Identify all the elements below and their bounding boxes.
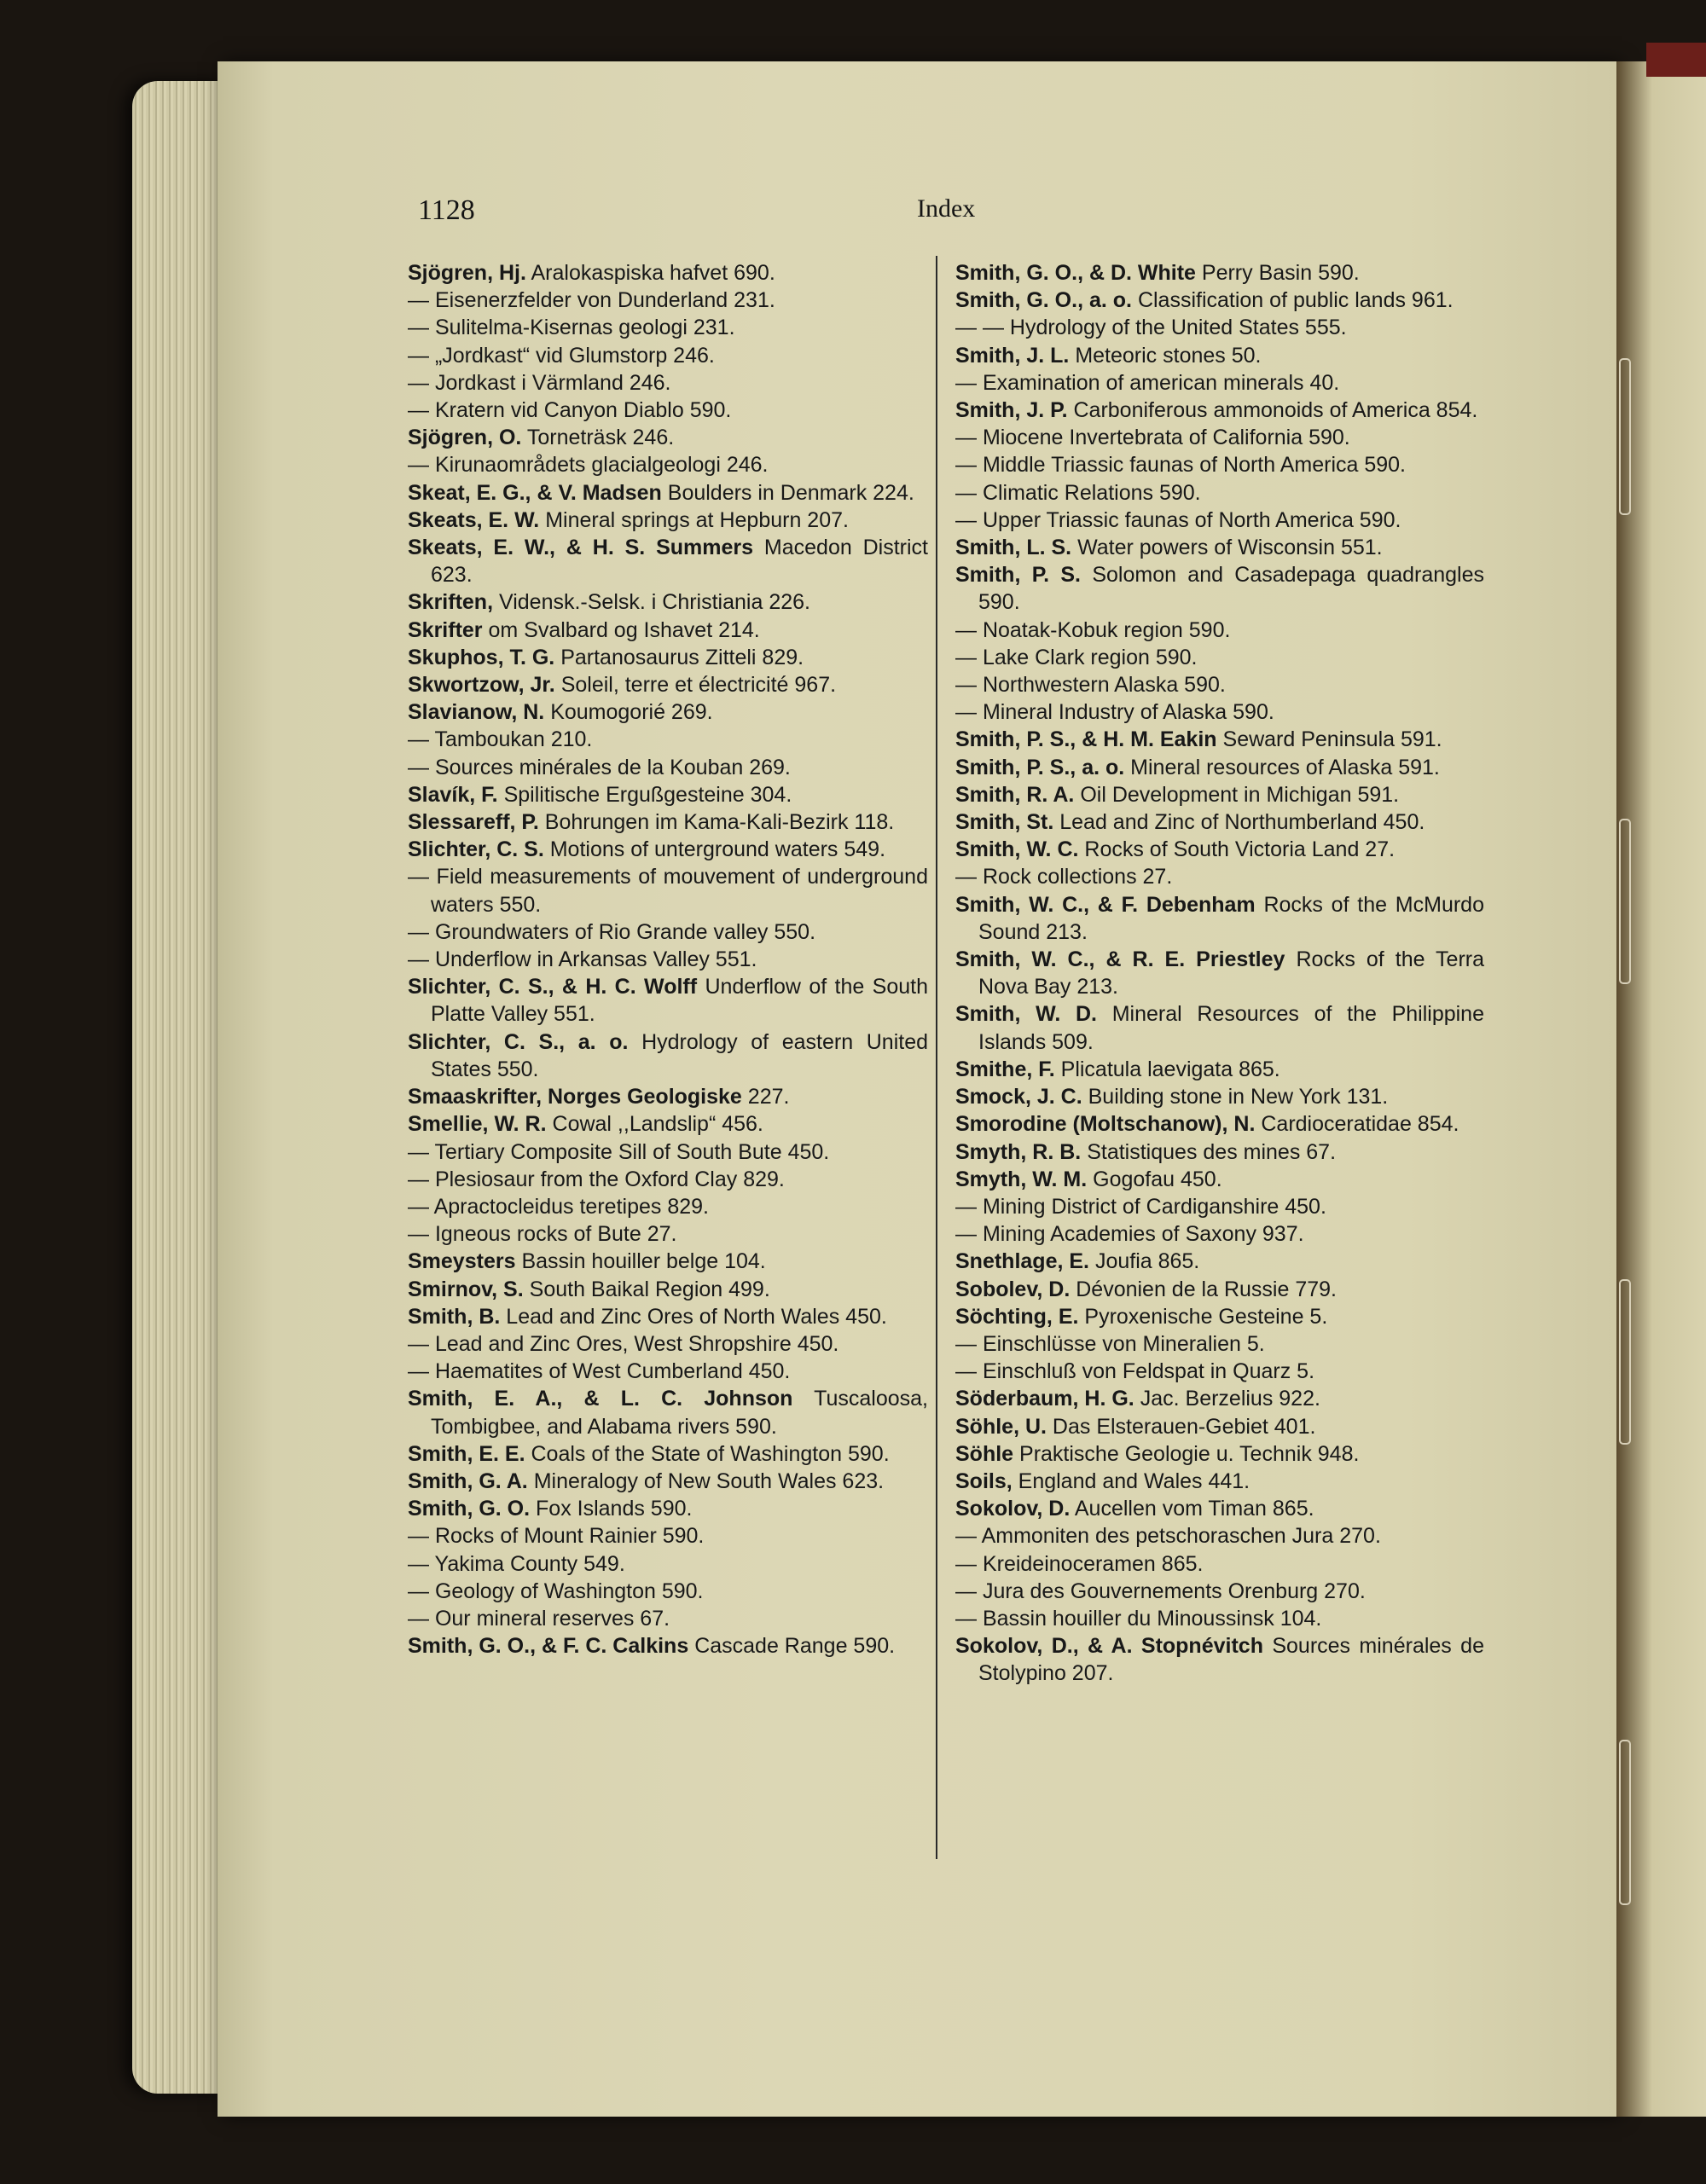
index-entry-text: Pyroxenische Gesteine 5. [1084, 1304, 1328, 1329]
index-entry-text: — Lake Clark region 590. [955, 645, 1198, 669]
index-entry-text: Rocks of the Terra Nova Bay 213. [978, 947, 1485, 999]
index-entry-author: Smith, W. D. [955, 1002, 1097, 1027]
index-entry [408, 644, 928, 671]
index-entry [408, 314, 928, 341]
index-entry-text: Meteoric stones 50. [1075, 343, 1262, 368]
index-entry [408, 1358, 928, 1385]
index-entry-author: Skuphos, T. G. [408, 645, 555, 669]
index-entry [955, 1550, 1484, 1578]
index-entry [408, 1550, 928, 1578]
index-entry-text: Seward Peninsula 591. [1222, 727, 1442, 752]
index-entry [955, 781, 1484, 808]
index-entry-text: Cascade Range 590. [694, 1634, 896, 1659]
index-entry-author: Skrifter [408, 617, 483, 642]
index-entry-author: Skeats, E. W., & H. S. Summers [408, 536, 754, 560]
index-entry [408, 1110, 928, 1138]
index-entry-text: Bassin houiller belge 104. [521, 1249, 766, 1274]
index-entry-text: Joufia 865. [1094, 1249, 1200, 1274]
index-entry-author: Smith, J. L. [955, 343, 1070, 368]
index-entry-text: Plicatula laevigata 865. [1060, 1057, 1280, 1081]
index-entry [408, 1083, 928, 1110]
binding-thread [1619, 1740, 1631, 1905]
index-entry-author: Smock, J. C. [955, 1085, 1082, 1109]
index-entry-text: Jac. Berzelius 922. [1140, 1387, 1320, 1411]
index-entry [955, 836, 1484, 863]
index-entry-text: Koumogorié 269. [550, 700, 713, 725]
index-entry [955, 1385, 1484, 1412]
index-entry-author: Söchting, E. [955, 1304, 1079, 1329]
index-entry-text: — Mining Academies of Saxony 937. [955, 1222, 1304, 1247]
index-entry [955, 617, 1484, 644]
bookmark-ribbon [1646, 43, 1706, 77]
index-entry [408, 1303, 928, 1330]
index-entry-text: Building stone in New York 131. [1088, 1085, 1389, 1109]
index-entry-text: — Kirunaområdets glacialgeologi 246. [408, 453, 769, 478]
binding-thread [1619, 819, 1631, 984]
index-entry [408, 1440, 928, 1468]
index-entry [408, 287, 928, 314]
index-entry [955, 1495, 1484, 1522]
index-entry [955, 1468, 1484, 1495]
index-entry-author: Smith, W. C., & R. E. Priestley [955, 947, 1285, 972]
index-entry-author: Smyth, R. B. [955, 1139, 1082, 1164]
index-entry-text: — Kratern vid Canyon Diablo 590. [408, 398, 732, 423]
index-entry [408, 946, 928, 973]
index-entry-author: Smaaskrifter, Norges Geologiske [408, 1085, 742, 1109]
index-entry-author: Smorodine (Moltschanow), N. [955, 1112, 1256, 1137]
index-entry [955, 1330, 1484, 1358]
index-entry-text: Carboniferous ammonoids of America 854. [1073, 398, 1478, 423]
index-entry-author: Söhle, U. [955, 1414, 1047, 1439]
index-entry-text: South Baikal Region 499. [529, 1277, 770, 1301]
index-entry-text: Lead and Zinc of Northumberland 450. [1059, 810, 1425, 835]
column-divider [936, 256, 937, 1859]
running-head: Index [917, 194, 976, 223]
index-entry-text: Sources minérales de Stolypino 207. [978, 1634, 1484, 1686]
index-entry-text: — Underflow in Arkansas Valley 551. [408, 947, 757, 972]
index-entry-author: Smith, G. O., & F. C. Calkins [408, 1634, 689, 1659]
index-entry-author: Slessareff, P. [408, 810, 539, 835]
index-entry-text: Aucellen vom Timan 865. [1074, 1497, 1314, 1521]
index-entry [955, 424, 1484, 451]
index-entry-text: — Upper Triassic faunas of North America 590. [955, 507, 1401, 532]
index-entry [955, 1413, 1484, 1440]
index-entry [408, 726, 928, 753]
index-entry [955, 287, 1484, 314]
binding-thread [1619, 1279, 1631, 1445]
index-entry-text: Torneträsk 246. [526, 426, 675, 450]
index-entry [955, 1276, 1484, 1303]
index-entry-author: Skwortzow, Jr. [408, 673, 555, 698]
index-entry [408, 534, 928, 588]
index-entry [408, 1220, 928, 1248]
index-entry [408, 781, 928, 808]
index-entry-text: Vidensk.-Selsk. i Christiania 226. [498, 590, 810, 615]
index-entry-author: Slichter, C. S., a. o. [408, 1029, 629, 1054]
index-entry-text: — Haematites of West Cumberland 450. [408, 1359, 791, 1384]
index-entry [408, 1138, 928, 1166]
page-edges [132, 81, 226, 2094]
index-entry-text: 227. [747, 1085, 790, 1109]
index-entry [955, 534, 1484, 561]
index-entry-author: Smith, G. O. [408, 1497, 531, 1521]
index-entry-text: — Field measurements of mouvement of underground waters 550. [408, 865, 928, 917]
index-entry-text: Boulders in Denmark 224. [667, 480, 914, 505]
index-entry-author: Skeats, E. W. [408, 507, 540, 532]
index-entry-author: Smith, P. S., a. o. [955, 755, 1125, 779]
index-entry [408, 1578, 928, 1605]
index-entry-text: — Sources minérales de la Kouban 269. [408, 755, 791, 779]
page-number: 1128 [418, 194, 475, 226]
index-entry [955, 397, 1484, 424]
index-entry [408, 259, 928, 287]
index-entry-text: — Groundwaters of Rio Grande valley 550. [408, 919, 816, 944]
index-entry-text: — Noatak-Kobuk region 590. [955, 617, 1231, 642]
index-entry [408, 836, 928, 863]
index-entry-text: — Miocene Invertebrata of California 590. [955, 426, 1350, 450]
index-entry [408, 588, 928, 616]
index-entry [408, 1166, 928, 1193]
index-entry-text: — Rocks of Mount Rainier 590. [408, 1524, 705, 1549]
index-entry-text: Mineral resources of Alaska 591. [1130, 755, 1440, 779]
index-entry-author: Smith, J. P. [955, 398, 1068, 423]
index-entry-author: Sobolev, D. [955, 1277, 1071, 1301]
index-entry-text: Water powers of Wisconsin 551. [1077, 536, 1383, 560]
index-entry-author: Smith, R. A. [955, 782, 1075, 807]
index-entry-text: Praktische Geologie u. Technik 948. [1019, 1441, 1360, 1466]
index-entry-text: — Jura des Gouvernements Orenburg 270. [955, 1579, 1366, 1603]
index-entry [955, 1358, 1484, 1385]
index-entry [408, 1468, 928, 1495]
index-entry-text: Partanosaurus Zitteli 829. [560, 645, 804, 669]
index-entry [955, 1056, 1484, 1083]
index-entry-author: Smirnov, S. [408, 1277, 524, 1301]
index-entry [955, 1000, 1484, 1055]
index-entry [955, 863, 1484, 890]
index-entry [408, 1495, 928, 1522]
index-entry-author: Sokolov, D. [955, 1497, 1071, 1521]
index-entry-text: — — Hydrology of the United States 555. [955, 316, 1347, 340]
index-entry [408, 1193, 928, 1220]
index-entry-text: Classification of public lands 961. [1137, 288, 1454, 313]
index-entry-author: Sokolov, D., & A. Stopnévitch [955, 1634, 1263, 1659]
index-entry-text: — Kreideinoceramen 865. [955, 1551, 1204, 1576]
index-entry [408, 754, 928, 781]
index-entry-text: — Northwestern Alaska 590. [955, 673, 1226, 698]
index-entry [408, 1632, 928, 1660]
index-entry-text: Cowal ,,Landslip“ 456. [552, 1112, 763, 1137]
index-entry-text: — Plesiosaur from the Oxford Clay 829. [408, 1167, 785, 1191]
index-entry-author: Smith, G. O., & D. White [955, 261, 1196, 285]
index-entry [955, 891, 1484, 946]
index-entry [408, 1248, 928, 1275]
index-entry-text: Hydrology of eastern United States 550. [431, 1029, 929, 1081]
index-entry-text: Das Elsterauen-Gebiet 401. [1052, 1414, 1316, 1439]
index-entry-author: Smith, W. C., & F. Debenham [955, 892, 1256, 917]
index-entry-author: Sjögren, Hj. [408, 261, 526, 285]
index-entry-text: Perry Basin 590. [1201, 261, 1360, 285]
index-entry [408, 918, 928, 946]
index-entry-text: Mineral springs at Hepburn 207. [545, 507, 849, 532]
index-entry [955, 561, 1484, 616]
index-entry [408, 1385, 928, 1440]
index-entry [955, 342, 1484, 369]
index-entry [955, 1166, 1484, 1193]
index-entry-text: — Climatic Relations 590. [955, 480, 1201, 505]
index-column-left [408, 259, 928, 1660]
index-entry [955, 479, 1484, 507]
index-entry-text: Fox Islands 590. [536, 1497, 693, 1521]
index-entry [955, 1632, 1484, 1687]
index-entry [408, 1522, 928, 1550]
index-entry-text: Lead and Zinc Ores of North Wales 450. [506, 1304, 887, 1329]
index-entry [955, 1248, 1484, 1275]
index-entry-text: Tuscaloosa, Tombigbee, and Alabama rivers 590. [431, 1387, 929, 1439]
index-entry [955, 1220, 1484, 1248]
index-entry [955, 1578, 1484, 1605]
index-column-right [955, 259, 1484, 1688]
index-entry [955, 507, 1484, 534]
index-entry [408, 479, 928, 507]
index-entry [955, 369, 1484, 397]
index-entry-text: — Apractocleidus teretipes 829. [408, 1194, 709, 1219]
index-entry [408, 424, 928, 451]
index-entry-text: — Einschluß von Feldspat in Quarz 5. [955, 1359, 1315, 1384]
index-entry [955, 754, 1484, 781]
index-entry [955, 451, 1484, 478]
index-entry-text: Dévonien de la Russie 779. [1076, 1277, 1337, 1301]
index-entry [408, 1605, 928, 1632]
index-entry-text: — Bassin houiller du Minoussinsk 104. [955, 1606, 1322, 1631]
index-entry [955, 1193, 1484, 1220]
index-entry-text: Bohrungen im Kama-Kali-Bezirk 118. [544, 810, 895, 835]
index-entry-text: Rocks of South Victoria Land 27. [1084, 837, 1396, 862]
index-entry [408, 808, 928, 836]
index-entry [955, 808, 1484, 836]
index-entry-text: Underflow of the South Platte Valley 551. [431, 975, 929, 1027]
index-entry-author: Skeat, E. G., & V. Madsen [408, 480, 662, 505]
index-entry-text: — Mining District of Cardiganshire 450. [955, 1194, 1326, 1219]
index-entry [955, 1110, 1484, 1138]
index-entry-text: — Einschlüsse von Mineralien 5. [955, 1331, 1265, 1356]
index-entry [955, 726, 1484, 753]
index-entry-author: Smellie, W. R. [408, 1112, 547, 1137]
index-entry [408, 342, 928, 369]
index-entry [408, 698, 928, 726]
index-entry-text: — Rock collections 27. [955, 865, 1173, 889]
index-entry-author: Smith, G. A. [408, 1469, 528, 1493]
index-entry-text: — Igneous rocks of Bute 27. [408, 1222, 677, 1247]
index-entry-author: Slichter, C. S., & H. C. Wolff [408, 975, 698, 999]
index-entry-text: Cardioceratidae 854. [1261, 1112, 1459, 1137]
index-entry-author: Smeysters [408, 1249, 516, 1274]
index-entry-text: — Tertiary Composite Sill of South Bute 450. [408, 1139, 830, 1164]
index-entry-author: Smith, E. A., & L. C. Johnson [408, 1387, 793, 1411]
index-entry-author: Skriften, [408, 590, 494, 615]
index-entry-text: Soleil, terre et électricité 967. [560, 673, 837, 698]
index-entry-text: — Middle Triassic faunas of North America 590. [955, 453, 1407, 478]
index-entry [955, 946, 1484, 1000]
index-entry-author: Slavík, F. [408, 782, 498, 807]
index-entry [408, 1276, 928, 1303]
index-entry-text: — Examination of american minerals 40. [955, 370, 1340, 395]
index-entry [955, 1605, 1484, 1632]
index-entry-text: — Tamboukan 210. [408, 727, 593, 752]
index-entry-author: Soils, [955, 1469, 1013, 1493]
index-entry-text: — Lead and Zinc Ores, West Shropshire 450. [408, 1331, 839, 1356]
index-entry-text: om Svalbard og Ishavet 214. [488, 617, 760, 642]
index-entry-text: — Ammoniten des petschoraschen Jura 270. [955, 1524, 1381, 1549]
index-entry-text: — Yakima County 549. [408, 1551, 625, 1576]
index-entry [955, 314, 1484, 341]
index-entry-text: Statistiques des mines 67. [1087, 1139, 1337, 1164]
index-entry [955, 1440, 1484, 1468]
index-entry-author: Snethlage, E. [955, 1249, 1089, 1274]
index-entry-text: England and Wales 441. [1018, 1469, 1250, 1493]
index-entry-text: — Eisenerzfelder von Dunderland 231. [408, 288, 775, 313]
index-entry-text: Oil Development in Michigan 591. [1080, 782, 1400, 807]
index-entry-text: Aralokaspiska hafvet 690. [531, 261, 775, 285]
index-entry [955, 644, 1484, 671]
index-entry-text: Macedon District 623. [431, 536, 928, 588]
index-entry [408, 397, 928, 424]
index-entry-author: Smith, G. O., a. o. [955, 288, 1132, 313]
index-entry [408, 973, 928, 1028]
index-entry [408, 671, 928, 698]
index-entry-author: Slavianow, N. [408, 700, 545, 725]
index-entry [955, 259, 1484, 287]
index-entry [408, 617, 928, 644]
index-entry-author: Smith, W. C. [955, 837, 1079, 862]
index-entry-author: Sjögren, O. [408, 426, 522, 450]
index-entry-text: — Mineral Industry of Alaska 590. [955, 700, 1274, 725]
index-entry-author: Smith, P. S. [955, 563, 1082, 588]
index-entry [955, 698, 1484, 726]
binding-thread [1619, 358, 1631, 515]
index-entry [955, 1083, 1484, 1110]
index-entry-author: Smith, P. S., & H. M. Eakin [955, 727, 1217, 752]
index-entry [408, 1330, 928, 1358]
index-entry-author: Söhle [955, 1441, 1014, 1466]
index-entry-text: Spilitische Ergußgesteine 304. [503, 782, 792, 807]
index-entry-author: Slichter, C. S. [408, 837, 544, 862]
index-entry [955, 671, 1484, 698]
index-entry-author: Smith, St. [955, 810, 1054, 835]
index-entry [955, 1522, 1484, 1550]
index-entry-author: Smyth, W. M. [955, 1167, 1088, 1191]
index-entry-author: Smith, L. S. [955, 536, 1072, 560]
index-entry [408, 507, 928, 534]
index-entry [408, 1028, 928, 1083]
index-entry [408, 369, 928, 397]
index-entry [955, 1303, 1484, 1330]
index-entry-text: Solomon and Casadepaga quadrangles 590. [978, 563, 1484, 615]
index-entry [408, 451, 928, 478]
index-entry-author: Smithe, F. [955, 1057, 1055, 1081]
index-entry-author: Smith, E. E. [408, 1441, 525, 1466]
index-entry-text: — Geology of Washington 590. [408, 1579, 704, 1603]
index-entry-text: — Our mineral reserves 67. [408, 1606, 670, 1631]
index-entry-text: Mineralogy of New South Wales 623. [533, 1469, 885, 1493]
index-entry-author: Söderbaum, H. G. [955, 1387, 1134, 1411]
index-entry-author: Smith, B. [408, 1304, 501, 1329]
index-entry-text: Coals of the State of Washington 590. [531, 1441, 890, 1466]
index-entry-text: Rocks of the McMurdo Sound 213. [978, 892, 1484, 944]
index-entry-text: Mineral Resources of the Philippine Islands 509. [978, 1002, 1484, 1054]
index-entry [408, 863, 928, 918]
index-entry-text: — Jordkast i Värmland 246. [408, 370, 671, 395]
index-entry-text: — „Jordkast“ vid Glumstorp 246. [408, 343, 715, 368]
index-entry-text: Motions of unterground waters 549. [549, 837, 886, 862]
index-entry-text: Gogofau 450. [1093, 1167, 1222, 1191]
index-entry [955, 1138, 1484, 1166]
index-entry-text: — Sulitelma-Kisernas geologi 231. [408, 316, 735, 340]
